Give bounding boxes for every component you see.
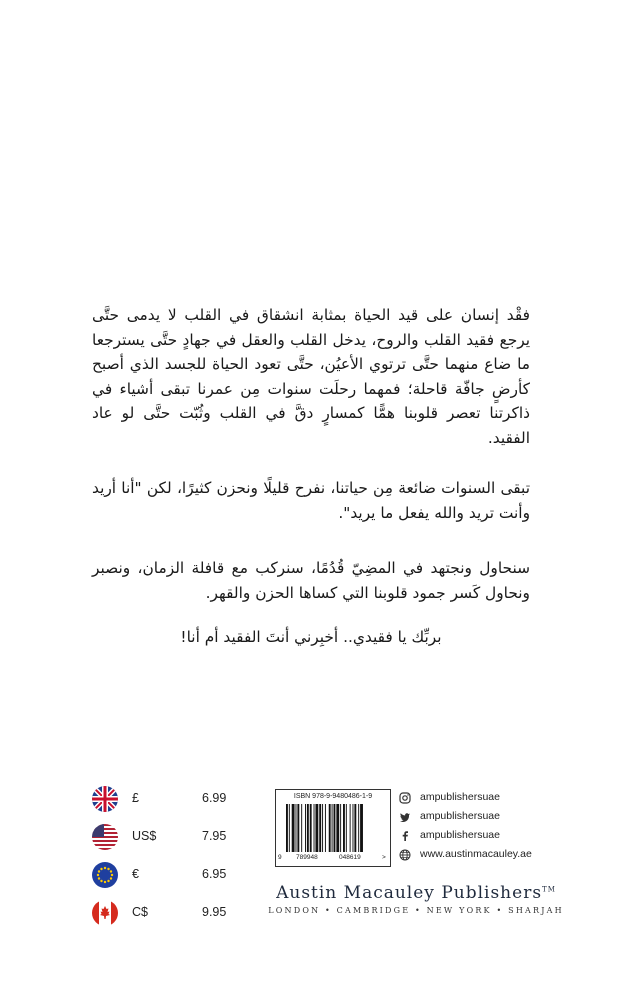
price-row-eur (92, 862, 252, 900)
twitter-icon (399, 811, 411, 823)
publisher-name: Austin Macauley Publishers (276, 883, 543, 903)
barcode-bar (350, 804, 351, 852)
barcode-digits-2: 048619 (339, 854, 361, 861)
social-twitter[interactable] (399, 810, 569, 829)
price-amount: 6.95 (202, 867, 227, 881)
blurb-paragraph-3: سنحاول ونجتهد في المضِيّ قُدُمًا، سنركب مع قافلة الزمان، ونصبر ونحاول كَسر جمود قلوبنا التي كساها الحزن والقهر. (92, 559, 530, 602)
uk-flag-icon (92, 786, 118, 812)
social-handle: ampublishersuae (420, 829, 500, 841)
social-handle: ampublishersuae (420, 791, 500, 803)
barcode-bar (358, 804, 359, 852)
barcode-bar (301, 804, 302, 852)
barcode-bar (319, 804, 321, 852)
barcode-digit-right: > (382, 854, 386, 861)
trademark-mark: TM (542, 885, 556, 894)
barcode-bar (315, 804, 318, 852)
canada-flag-icon (92, 900, 118, 926)
barcode-bar (334, 804, 336, 852)
price-row-cad (92, 900, 252, 938)
social-links (399, 791, 569, 867)
barcode-bar (336, 804, 339, 852)
barcode-bar (289, 804, 290, 852)
barcode-bar (353, 804, 354, 852)
barcode-digit-left: 9 (278, 854, 282, 861)
us-flag-icon (92, 824, 118, 850)
social-facebook[interactable] (399, 829, 569, 848)
price-amount: 9.95 (202, 905, 227, 919)
barcode-icon (284, 804, 384, 852)
publisher-logo (256, 883, 576, 903)
currency-symbol: C$ (132, 905, 148, 919)
price-list (92, 786, 252, 938)
isbn-label: ISBN 978-9-9480486-1-9 (293, 793, 373, 800)
price-row-usd (92, 824, 252, 862)
instagram-icon (399, 792, 411, 804)
barcode-bar (314, 804, 315, 852)
eu-flag-icon (92, 862, 118, 888)
barcode-bar (296, 804, 297, 852)
barcode-bar (322, 804, 323, 852)
price-row-gbp (92, 786, 252, 824)
barcode-bar (292, 804, 295, 852)
social-handle: ampublishersuae (420, 810, 500, 822)
social-website[interactable] (399, 848, 569, 867)
barcode-bar (325, 804, 326, 852)
barcode-bar (343, 804, 345, 852)
website-url: www.austinmacauley.ae (420, 848, 532, 860)
currency-symbol: € (132, 867, 139, 881)
globe-icon (399, 849, 411, 861)
isbn-barcode-box (275, 789, 391, 867)
barcode-bar (340, 804, 341, 852)
currency-symbol: £ (132, 791, 139, 805)
currency-symbol: US$ (132, 829, 157, 843)
barcode-bar (307, 804, 309, 852)
price-amount: 6.99 (202, 791, 227, 805)
barcode-bar (346, 804, 347, 852)
blurb-paragraph-2: تبقى السنوات ضائعة مِن حياتنا، نفرح قليلًا ونحزن كثيرًا، لكن "أنا أريد وأنت تريد والله يفعل ما يريد". (92, 479, 530, 522)
barcode-bar (332, 804, 333, 852)
barcode-bar (360, 804, 363, 852)
blurb-paragraph-1: فقْد إنسان على قيد الحياة بمثابة انشقاق في القلب لا يدمى حتَّى يرجع فقيد القلب والروح، يدخل القلب والعقل في جهادٍ حتَّى يسترجعا ما ضاع منهما حتَّى ترتوي الأعيُن، حتَّى تعود الحياة للجسد الذي أصبح كأرضٍ جافّة قاحلة؛ فمهما رحلَت سنوات مِن عمرنا تبقى أشياء في ذاكرتنا تعصر قلوبنا همًّا كمسارٍ دقَّ في القلب وثُبّت حتَّى لو عاد الفقيد. (92, 306, 530, 447)
barcode-bar (305, 804, 306, 852)
barcode-bar (354, 804, 356, 852)
price-amount: 7.95 (202, 829, 227, 843)
barcode-bar (329, 804, 331, 852)
barcode-digits-1: 789948 (296, 854, 318, 861)
barcode-bar (310, 804, 312, 852)
social-instagram[interactable] (399, 791, 569, 810)
barcode-bar (297, 804, 299, 852)
publisher-cities: LONDON • CAMBRIDGE • NEW YORK • SHARJAH (268, 906, 564, 915)
blurb-paragraph-4: بربِّك يا فقيدي.. أخبِرني أنتَ الفقيد أم أنا! (180, 628, 442, 646)
facebook-icon (399, 830, 411, 842)
barcode-bar (286, 804, 288, 852)
